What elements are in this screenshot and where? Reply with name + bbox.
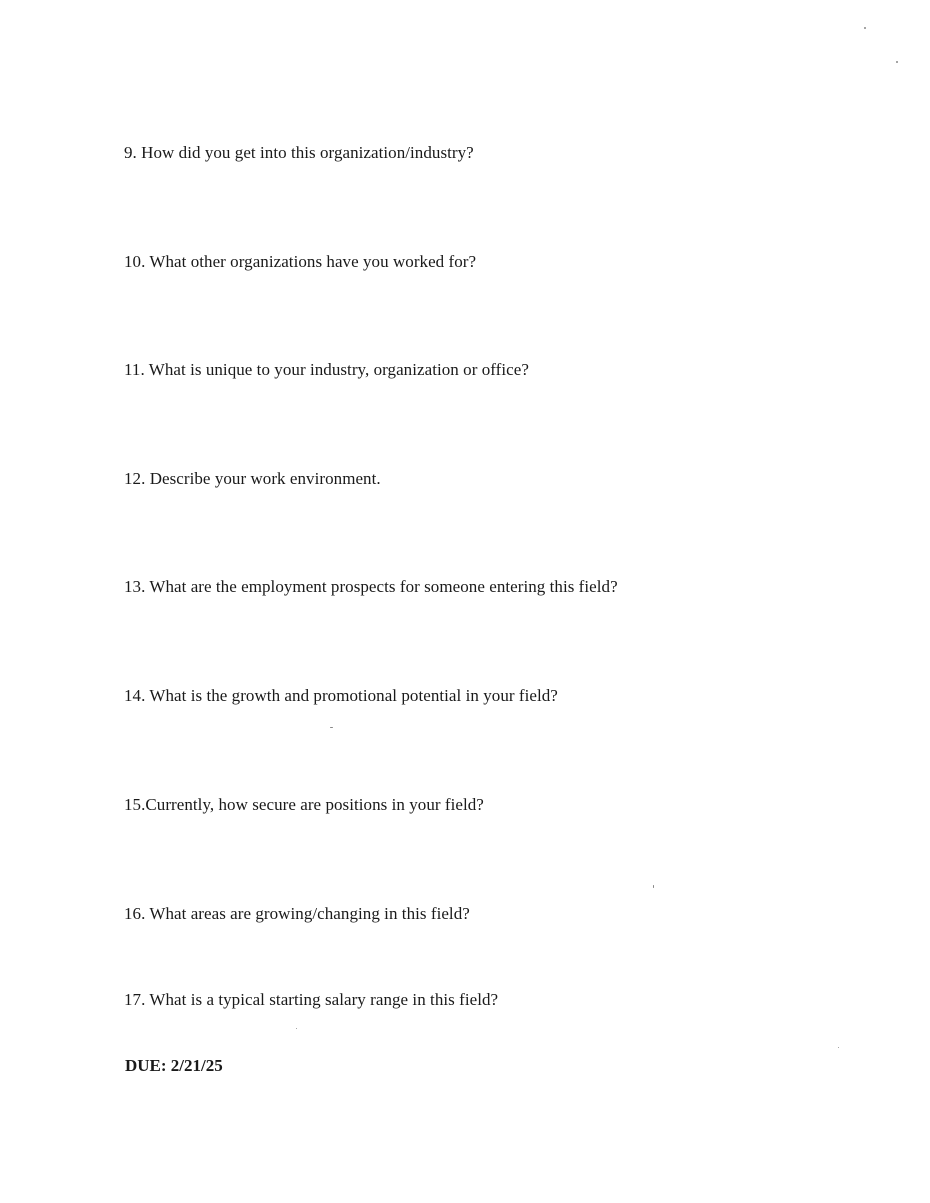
scan-speck xyxy=(838,1047,839,1048)
scan-speck xyxy=(296,1028,297,1029)
question-17: 17. What is a typical starting salary range in this field? xyxy=(124,990,499,1009)
scan-speck xyxy=(896,61,898,63)
scan-speck xyxy=(864,27,866,29)
question-10: 10. What other organizations have you worked for? xyxy=(124,252,477,271)
question-11: 11. What is unique to your industry, organization or office? xyxy=(124,360,529,379)
question-15: 15.Currently, how secure are positions in your field? xyxy=(124,795,484,814)
question-13: 13. What are the employment prospects for someone entering this field? xyxy=(124,577,618,596)
scan-speck xyxy=(330,727,333,728)
question-12: 12. Describe your work environment. xyxy=(124,469,381,488)
question-16: 16. What areas are growing/changing in this field? xyxy=(124,904,470,923)
scan-speck xyxy=(653,885,654,888)
question-14: 14. What is the growth and promotional potential in your field? xyxy=(124,686,558,705)
due-date: DUE: 2/21/25 xyxy=(125,1056,223,1075)
question-9: 9. How did you get into this organization/industry? xyxy=(124,143,474,162)
